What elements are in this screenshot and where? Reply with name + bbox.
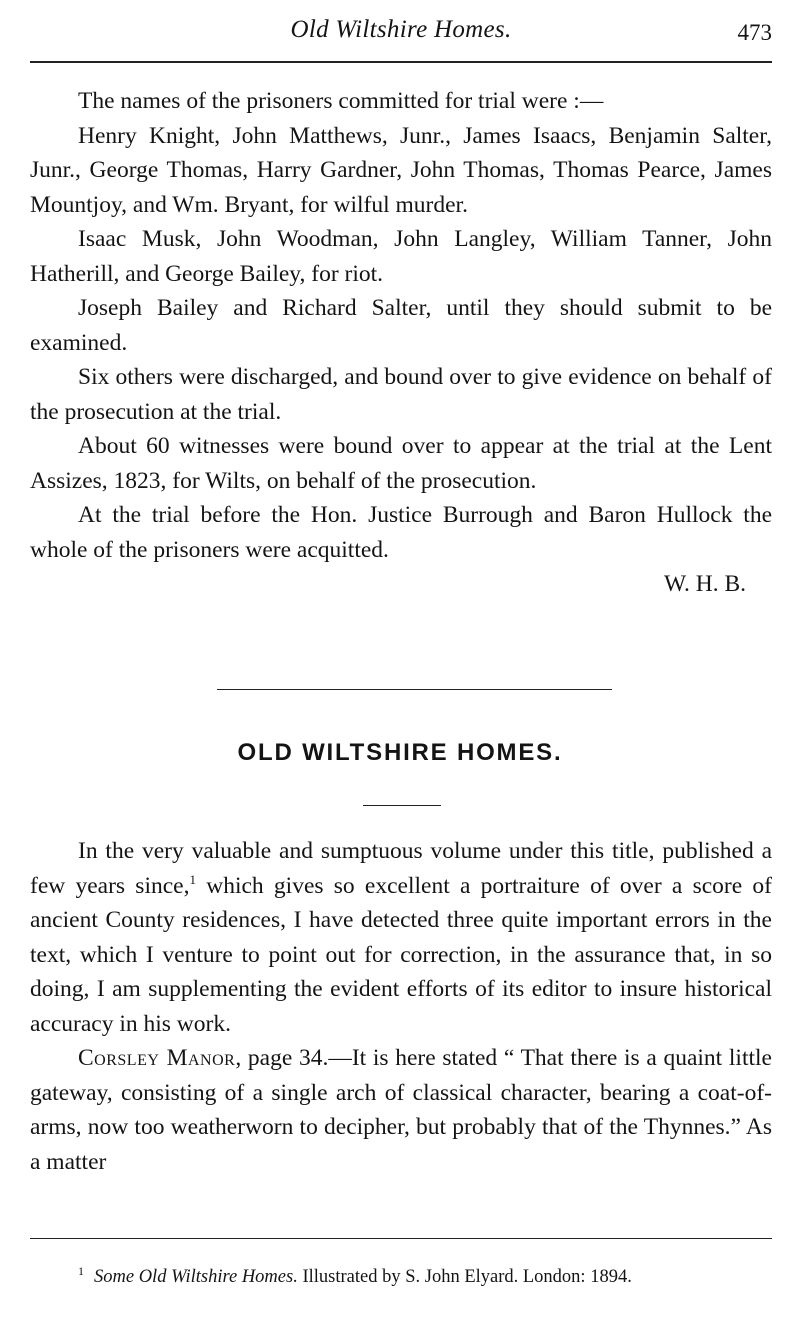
paragraph: The names of the prisoners committed for trial were :— [78,88,604,114]
paragraph: Henry Knight, John Matthews, Junr., James Isaacs, Benjamin Salter, Junr., George Thomas, Harry Gardner, John Thomas, Thomas Pearce, James Mountjoy, and Wm. Bryant, for wilful murder. [30,122,772,218]
page-number: 473 [737,20,772,45]
paragraph: About 60 witnesses were bound over to appear at the trial at the Lent Assizes, 1823, for Wilts, on behalf of the prosecution. [30,433,772,494]
section-divider [217,689,612,690]
section-title: OLD WILTSHIRE HOMES. [237,739,563,766]
paragraph: Joseph Bailey and Richard Salter, until they should submit to be examined. [30,295,772,356]
footnote-rule [30,1238,772,1239]
paragraph-text: , page 34.—It is here stated “ That there is a quaint little gateway, consisting of a single arch of classical character, bearing a coat-of-arms, now too weatherworn to decipher, but probably that of the Thynnes.” As a matter [30,1045,772,1175]
footnote-reference: 1 [189,871,196,887]
signature: W. H. B. [663,571,746,597]
footnote-book-title: Some Old Wiltshire Homes. [94,1267,298,1287]
article-prisoners [30,84,772,602]
footnote [30,1262,772,1293]
paragraph-text: which gives so excellent a portraiture of over a score of ancient County residences, I have detected three quite important errors in the text, which I venture to point out for correction, in the assurance that, in so doing, I am supplementing the evident efforts of its editor to insure historical accuracy in his work. [30,872,772,1037]
paragraph [30,834,772,1041]
footnote-text: Illustrated by S. John Elyard. London: 1894. [297,1267,632,1287]
paragraph: Isaac Musk, John Woodman, John Langley, William Tanner, John Hatherill, and George Bailey, for riot. [30,226,772,287]
article-old-wiltshire-homes [30,834,772,1179]
running-title: Old Wiltshire Homes. [290,16,512,43]
title-underline [363,805,441,806]
header-rule [30,61,772,63]
page-header [30,6,772,56]
footnote-mark: 1 [78,1264,84,1278]
paragraph-text: In the very valuable and sumptuous volume under this title, published a few years since, [30,838,772,899]
entry-heading: Corsley Manor [78,1045,236,1071]
paragraph: At the trial before the Hon. Justice Burrough and Baron Hullock the whole of the prisoners were acquitted. [30,502,772,563]
paragraph: Six others were discharged, and bound over to give evidence on behalf of the prosecution at the trial. [30,364,772,425]
paragraph [30,1041,772,1179]
